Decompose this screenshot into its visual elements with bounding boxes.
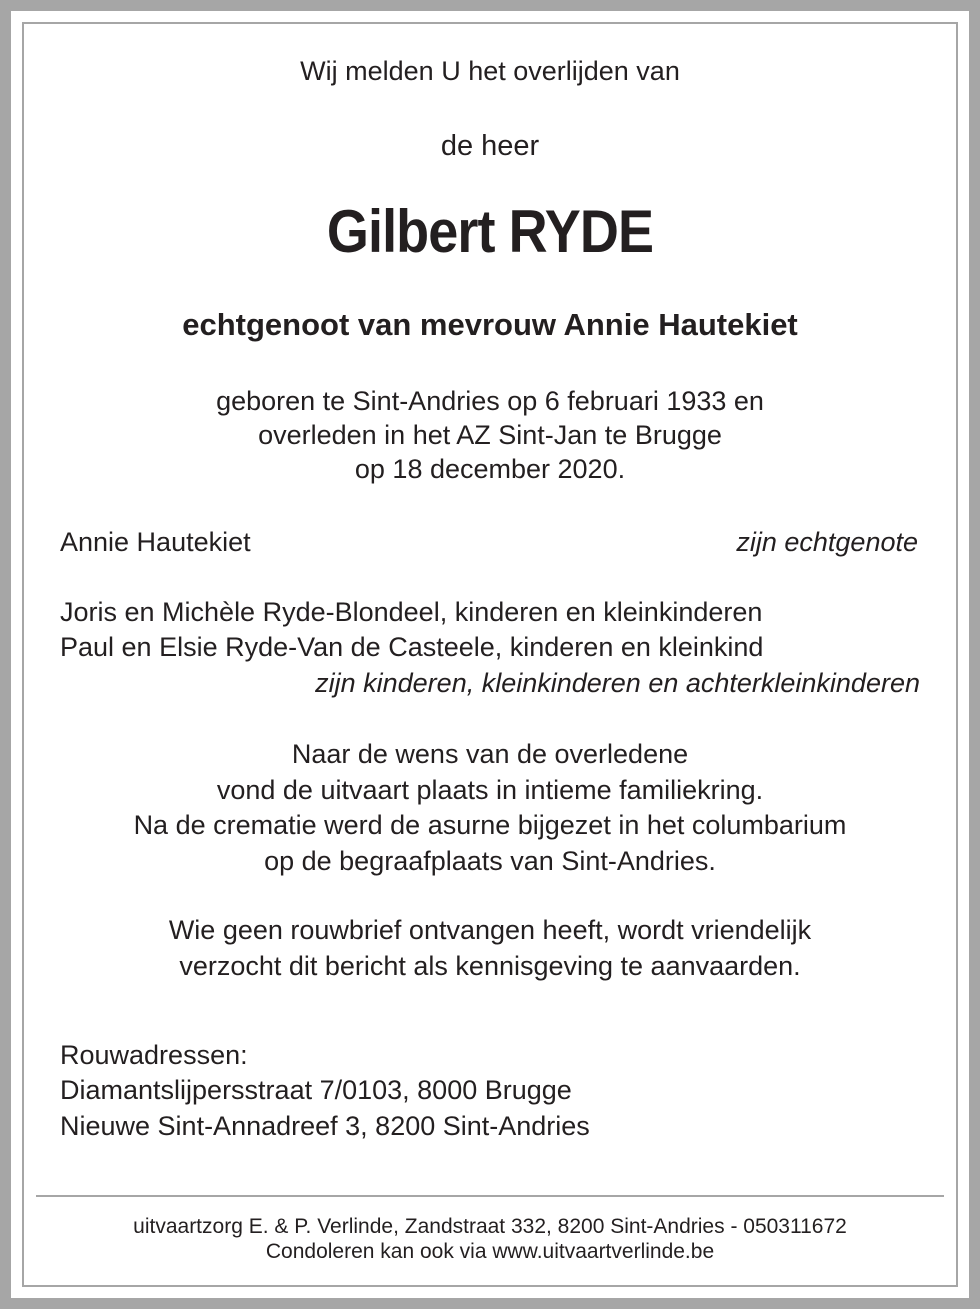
- address-line: Nieuwe Sint-Annadreef 3, 8200 Sint-Andries: [60, 1111, 590, 1141]
- notice-line: Wie geen rouwbrief ontvangen heeft, wordt vriendelijk: [168, 915, 812, 945]
- addresses-label: Rouwadressen:: [60, 1040, 248, 1070]
- child-line: Paul en Elsie Ryde-Van de Casteele, kinderen en kleinkind: [60, 632, 764, 662]
- children-role: zijn kinderen, kleinkinderen en achterkleinkinderen: [315, 668, 920, 698]
- spouse-name: Annie Hautekiet: [60, 527, 251, 557]
- intro-text: Wij melden U het overlijden van: [300, 56, 680, 86]
- birth-line: geboren te Sint-Andries op 6 februari 1933 en: [216, 386, 764, 416]
- death-date-line: op 18 december 2020.: [354, 454, 626, 484]
- funeral-home-info: uitvaartzorg E. & P. Verlinde, Zandstraat 332, 8200 Sint-Andries - 050311672: [133, 1215, 847, 1238]
- title-text: de heer: [440, 130, 540, 162]
- funeral-line: vond de uitvaart plaats in intieme familiekring.: [216, 775, 764, 805]
- footer-divider: [36, 1195, 944, 1197]
- funeral-line: Naar de wens van de overledene: [291, 739, 689, 769]
- spouse-role: zijn echtgenote: [736, 527, 918, 557]
- address-line: Diamantslijpersstraat 7/0103, 8000 Brugge: [60, 1075, 572, 1105]
- child-line: Joris en Michèle Ryde-Blondeel, kinderen en kleinkinderen: [60, 597, 763, 627]
- funeral-line: Na de crematie werd de asurne bijgezet in het columbarium: [133, 810, 847, 840]
- condolence-info: Condoleren kan ook via www.uitvaartverlinde.be: [265, 1240, 715, 1263]
- deceased-name: Gilbert RYDE: [326, 198, 654, 265]
- spouse-line: echtgenoot van mevrouw Annie Hautekiet: [182, 307, 798, 342]
- notice-line: verzocht dit bericht als kennisgeving te aanvaarden.: [179, 951, 801, 981]
- funeral-line: op de begraafplaats van Sint-Andries.: [264, 846, 716, 876]
- death-place-line: overleden in het AZ Sint-Jan te Brugge: [258, 420, 722, 450]
